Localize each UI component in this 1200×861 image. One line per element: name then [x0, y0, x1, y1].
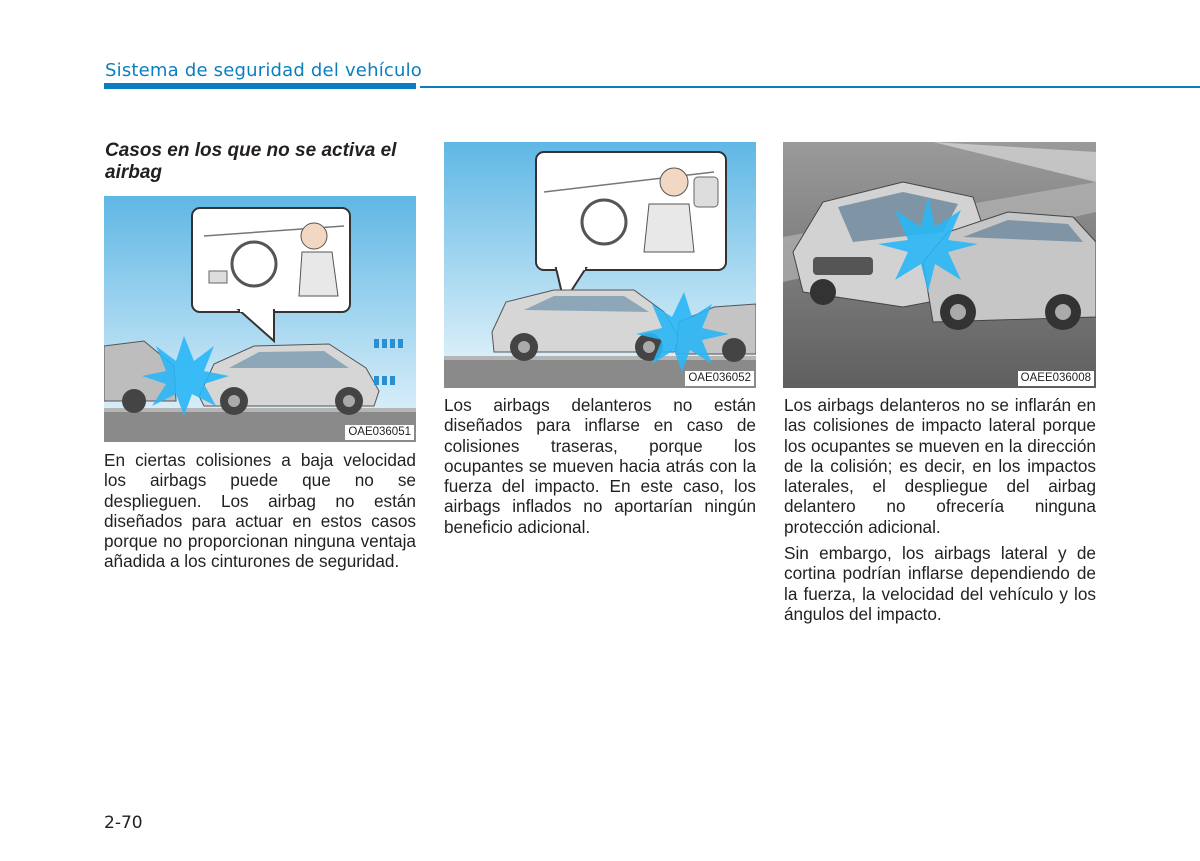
page-number: 2-70 [104, 813, 143, 833]
paragraph: Los airbags delanteros no están diseñados para inflarse en caso de colisiones traseras, porque los ocupantes se mueven hacia atrás con la fuerza del impacto. En este caso, los airbags inflados no aportarían ningún beneficio adicional. [444, 395, 756, 537]
section-heading: Casos en los que no se activa el airbag [105, 140, 397, 183]
running-header: Sistema de seguridad del vehículo [105, 60, 423, 81]
figure-rear-collision [444, 142, 756, 388]
figure-code: OAE036051 [345, 425, 414, 440]
header-rule-thin [420, 86, 1200, 88]
rear-collision-illustration [444, 142, 756, 388]
paragraph: Los airbags delanteros no se inflarán en las colisiones de impacto lateral porque los ocupantes se mueven en la dirección de la colisión; es decir, en los impactos laterales, el despliegue del airbag delantero no ofrecería ninguna protección adicional. [784, 395, 1096, 537]
column-3-text [784, 395, 1096, 630]
column-1-text [104, 450, 416, 578]
paragraph: Sin embargo, los airbags lateral y de cortina podrían inflarse dependiendo de la fuerza, la velocidad del vehículo y los ángulos del impacto. [784, 543, 1096, 624]
side-collision-illustration [783, 142, 1096, 388]
figure-low-speed-collision [104, 196, 416, 442]
figure-side-collision [783, 142, 1096, 388]
paragraph: En ciertas colisiones a baja velocidad los airbags puede que no se desplieguen. Los airbag no están diseñados para actuar en estos casos porque no proporcionan ninguna ventaja añadida a los cinturones de seguridad. [104, 450, 416, 572]
header-rule-thick [104, 83, 416, 89]
figure-code: OAEE036008 [1018, 371, 1094, 386]
figure-code: OAE036052 [685, 371, 754, 386]
low-speed-collision-illustration [104, 196, 416, 442]
column-2-text [444, 395, 756, 543]
